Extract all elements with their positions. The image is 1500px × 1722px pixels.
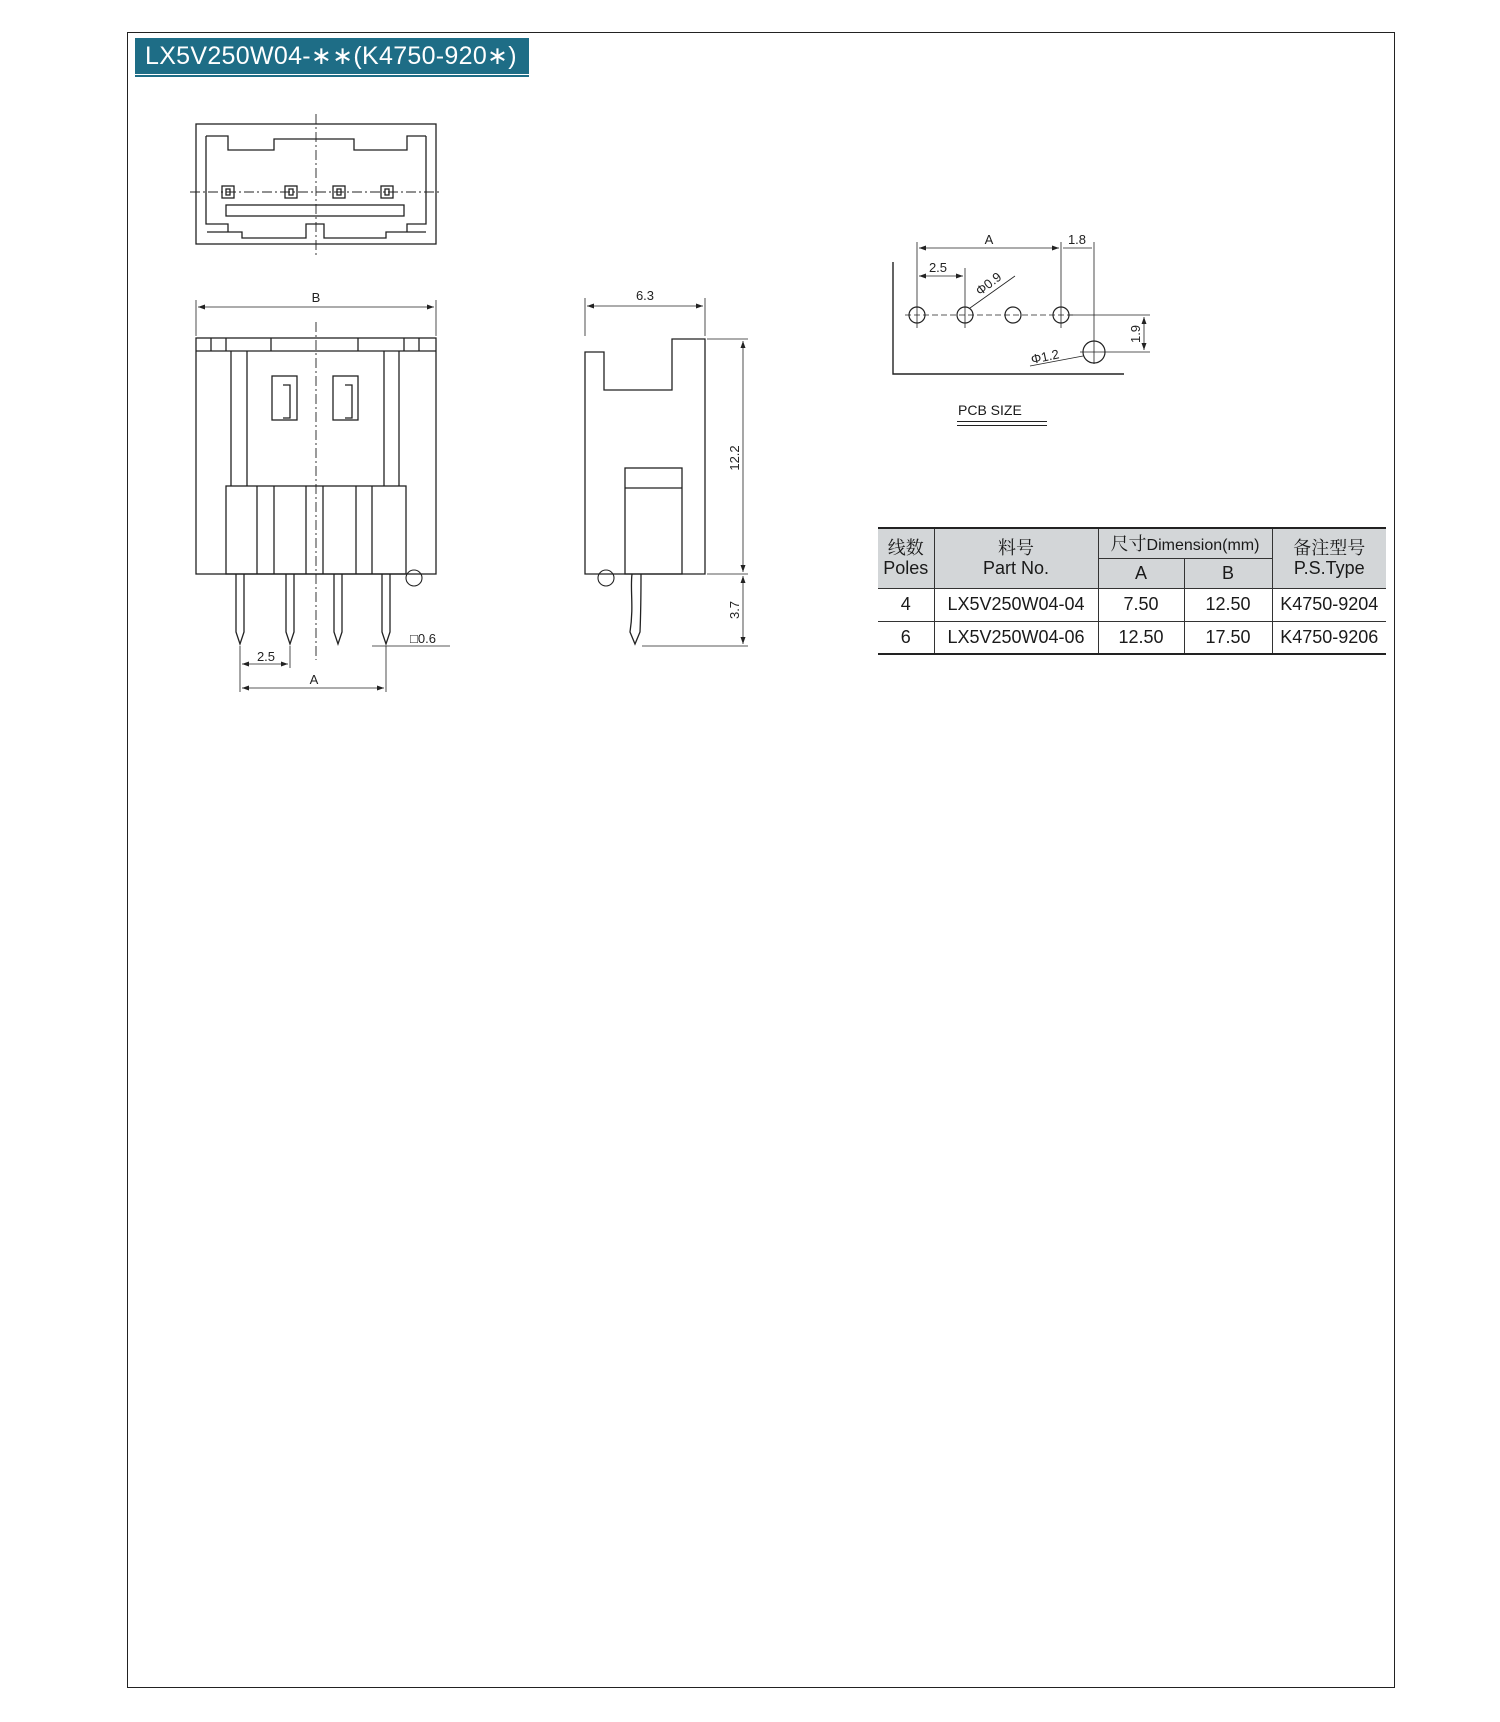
header-col-b: B	[1184, 558, 1272, 588]
header-col-a: A	[1098, 558, 1184, 588]
row-b: 17.50	[1184, 621, 1272, 654]
pcb-size-label: PCB SIZE	[958, 402, 1022, 418]
pcb-vertical-label: 1.9	[1128, 324, 1143, 344]
table-row	[878, 588, 1386, 621]
table-row	[878, 621, 1386, 654]
row-type: K4750-9206	[1272, 621, 1386, 654]
pcb-pitch-label: 2.5	[928, 260, 948, 275]
row-part: LX5V250W04-06	[934, 621, 1098, 654]
dim-depth-label: 6.3	[635, 288, 655, 303]
side-view	[585, 298, 748, 646]
row-a: 7.50	[1098, 588, 1184, 621]
pcb-offset-label: 1.8	[1067, 232, 1087, 247]
dim-pin-length-label: 3.7	[727, 600, 742, 620]
row-poles: 6	[878, 621, 934, 654]
header-type-en: P.S.Type	[1293, 558, 1365, 579]
header-part	[934, 528, 1098, 588]
dim-pin-square-label: □0.6	[410, 631, 436, 646]
header-part-en: Part No.	[982, 558, 1050, 579]
row-part: LX5V250W04-04	[934, 588, 1098, 621]
row-b: 12.50	[1184, 588, 1272, 621]
header-dimension	[1098, 528, 1272, 558]
header-dim-cn: 尺寸	[1110, 534, 1147, 555]
header-part-cn: 料号	[998, 538, 1034, 559]
pcb-hole-large-label: Φ1.2	[1029, 346, 1061, 367]
header-dim-en: Dimension(mm)	[1146, 537, 1260, 555]
row-type: K4750-9204	[1272, 588, 1386, 621]
header-type	[1272, 528, 1386, 588]
top-view	[190, 114, 442, 256]
pcb-dim-a-label: A	[984, 232, 994, 247]
dim-b-label: B	[311, 290, 321, 305]
row-a: 12.50	[1098, 621, 1184, 654]
drawing-title: LX5V250W04-∗∗(K4750-920∗)	[135, 38, 529, 74]
pcb-label-underline	[957, 421, 1047, 422]
dim-pitch-label: 2.5	[256, 649, 276, 664]
pcb-hole-small-label: Φ0.9	[972, 269, 1005, 299]
header-type-cn: 备注型号	[1293, 538, 1366, 559]
pcb-label-underline-2	[957, 425, 1047, 426]
row-poles: 4	[878, 588, 934, 621]
header-poles-en: Poles	[883, 558, 929, 579]
header-poles-cn: 线数	[887, 538, 924, 559]
dim-height-label: 12.2	[727, 445, 742, 471]
dim-a-label: A	[309, 672, 319, 687]
header-poles	[878, 528, 934, 588]
dimension-table	[878, 527, 1386, 655]
